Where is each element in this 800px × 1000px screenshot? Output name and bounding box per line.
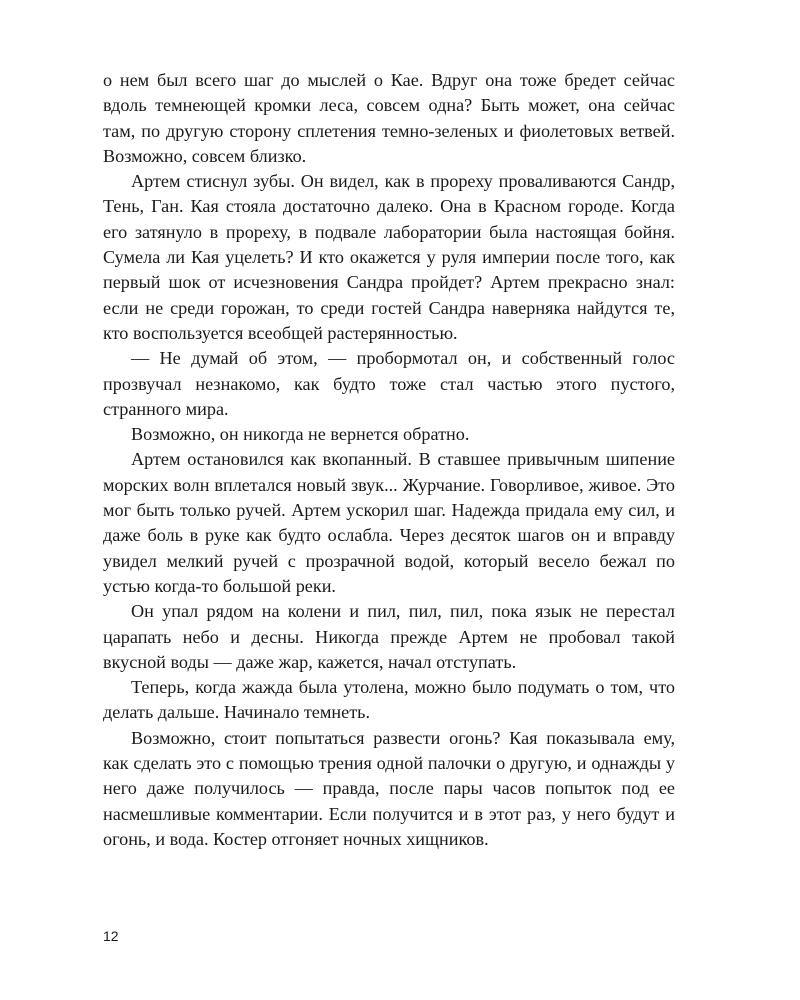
page-number: 12: [103, 928, 119, 944]
paragraph: Теперь, когда жажда была утолена, можно было подумать о том, что делать дальше. Начинало темнеть.: [103, 677, 675, 723]
body-text: [103, 68, 675, 852]
paragraph: Возможно, стоит попытаться развести огонь? Кая показывала ему, как сделать это с помощью трения одной палочки о другую, и однажды у него даже получилось — правда, после пары часов попыток под ее насмешливые комментарии. Если получится и в этот раз, у него будут и огонь, и вода. Костер отгоняет ночных хищников.: [103, 727, 675, 849]
paragraph: Артем остановился как вкопанный. В ставшее привычным шипение морских волн вплетался новый звук... Журчание. Говорливое, живое. Это мог быть только ручей. Артем ускорил шаг. Надежда придала ему сил, и даже боль в руке как будто ослабла. Через десяток шагов он и вправду увидел мелкий ручей с прозрачной водой, который весело бежал по устью когда-то большой реки.: [103, 449, 675, 596]
paragraph: Артем стиснул зубы. Он видел, как в прореху проваливаются Сандр, Тень, Ган. Кая стояла достаточно далеко. Она в Красном городе. Когда его затянуло в прореху, в подвале лаборатории была настоящая бойня. Сумела ли Кая уцелеть? И кто окажется у руля империи после того, как первый шок от исчезновения Сандра пройдет? Артем прекрасно знал: если не среди горожан, то среди гостей Сандра наверняка найдутся те, кто воспользуется всеобщей растерянностью.: [103, 171, 675, 343]
paragraph: — Не думай об этом, — пробормотал он, и собственный голос прозвучал незнакомо, как будто тоже стал частью этого пустого, странного мира.: [103, 348, 675, 419]
paragraph: Возможно, он никогда не вернется обратно.: [131, 424, 470, 445]
paragraph: Он упал рядом на колени и пил, пил, пил, пока язык не перестал царапать небо и десны. Никогда прежде Артем не пробовал такой вкусной воды — даже жар, кажется, начал отступать.: [103, 601, 675, 672]
paragraph: о нем был всего шаг до мыслей о Кае. Вдруг она тоже бредет сейчас вдоль темнеющей кромки леса, совсем одна? Быть может, она сейчас там, по другую сторону сплетения темно-зеленых и фиолетовых ветвей. Возможно, совсем близко.: [103, 70, 675, 166]
